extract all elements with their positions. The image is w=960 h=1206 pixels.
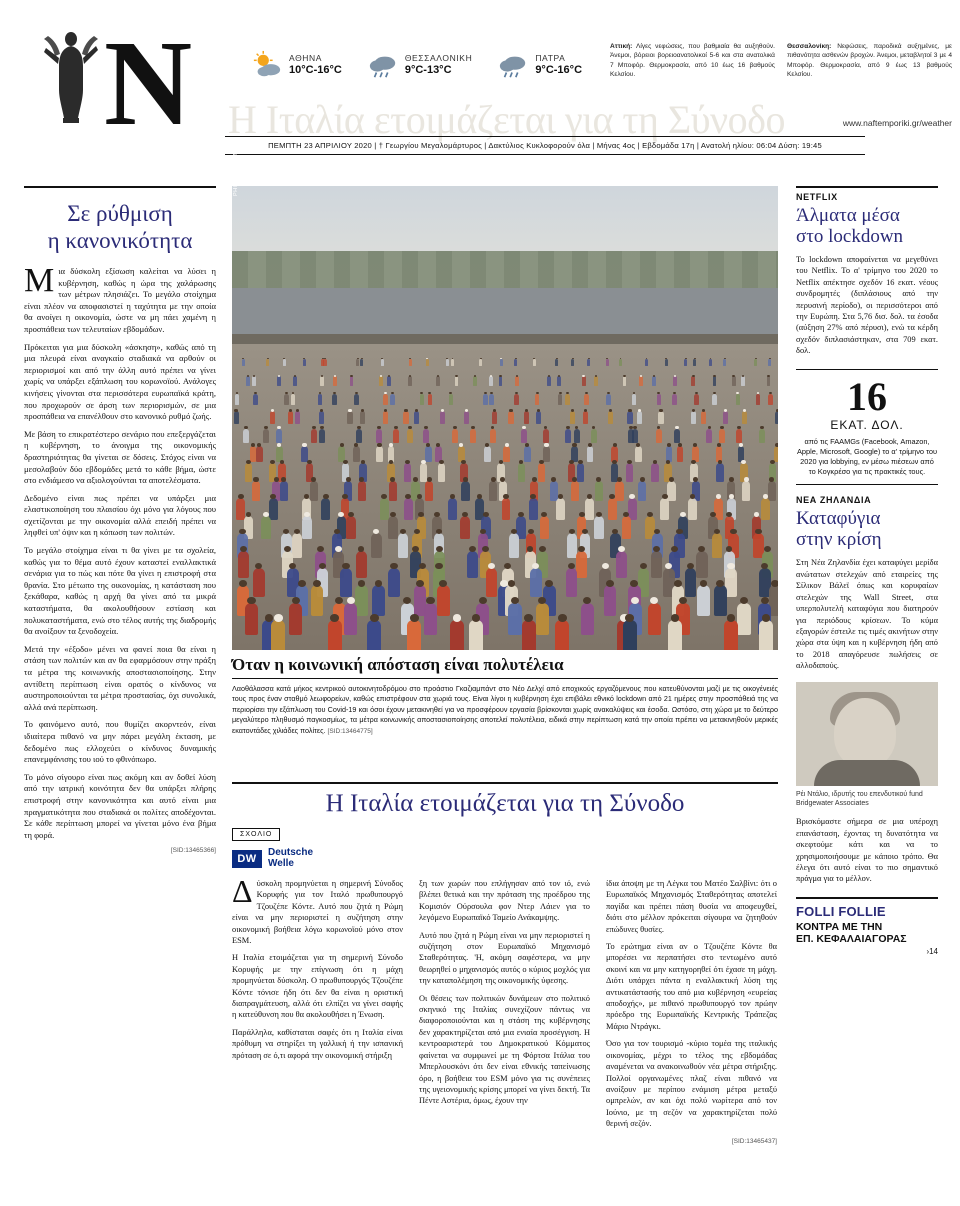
lead-paragraph: Μια δύσκολη εξίσωση καλείται να λύσει η κυβέρνηση, καθώς η ώρα της χαλάρωσης των μέτρων πλησιάζει. Το μεγάλο στοίχημα είναι πλέον να αποφασιστεί η ταχύτητα με την οποία θα ανοίγει η οικονομία, ώστε να μη πάει χαμένη η προσπάθεια των τελευταίων εβδομάδων. xyxy=(24,262,216,334)
nz-title[interactable] xyxy=(796,508,938,550)
lead-title-line1: Σε ρύθμιση xyxy=(67,201,173,226)
italy-paragraph: Αυτό που ζητά η Ρώμη είναι να μην περιοριστεί η συζήτηση στον Ευρωπαϊκό Μηχανισμό Σταθερότητας. 'Η, ακόμη σαφέστερα, να μην θεωρηθεί ο μηχανισμός αυτός ο κύριος μοχλός για την καταπολέμηση της οικονομικής ύφεσης. xyxy=(419,930,590,986)
photo-treeline xyxy=(232,251,778,293)
italy-column-3 xyxy=(606,878,777,1178)
dw-name-line1: Deutsche xyxy=(268,847,314,858)
weather-note-region: Θεσσαλονίκη: xyxy=(787,43,832,50)
italy-article-columns xyxy=(232,873,778,1178)
weather-temp: 10°C-16°C xyxy=(289,63,342,76)
photo-caption-title: Όταν η κοινωνική απόσταση είναι πολυτέλεια xyxy=(232,655,564,674)
lead-title xyxy=(24,200,216,254)
sun-cloud-icon xyxy=(252,50,282,80)
masthead xyxy=(0,0,960,172)
netflix-title-line2: στο lockdown xyxy=(796,226,904,247)
lead-paragraph: Δεδομένο είναι πως πρέπει να υπάρξει μια ελαστικοποίηση του πλαισίου όχι μόνο για λόγους που σχετίζονται με την οικονομία αλλά επειδή πρέπει να ληφθεί υπ' όψιν και η κόπωση των πολιτών. xyxy=(24,492,216,538)
italy-column-1 xyxy=(232,873,403,1178)
italy-article-title[interactable]: Η Ιταλία ετοιμάζεται για τη Σύνοδο xyxy=(325,790,685,817)
logo-letter: N xyxy=(104,16,193,151)
italy-paragraph: ίδια άποψη με τη Λέγκα του Ματέο Σαλβίνι: ότι ο Ευρωπαϊκός Μηχανισμός Σταθερότητας αποτελεί παγίδα και πρέπει πάση θυσία να αποφευχθεί, διότι στο μέλλον πρόκειται σίγουρα να ζητηθούν επώδυνες θυσίες. xyxy=(606,879,777,934)
weather-note-thessaloniki xyxy=(787,42,952,79)
netflix-title-line1: Άλματα μέσα xyxy=(796,205,900,226)
nz-title-line2: στην κρίση xyxy=(796,529,882,551)
closing-paragraph: Βρισκόμαστε σήμερα σε μια υπέροχη επανάσταση, έχοντας τη δυνατότητα να σκεφτούμε κάτι και να το χρησιμοποιήσουμε με κάποιο τρόπο. Θα έλεγα ότι αυτό είναι το πιο σημαντικό πράγμα για το μέλλον. xyxy=(796,817,938,884)
lead-sid: [SID:13465366] xyxy=(170,847,216,855)
weather-city: ΘΕΣΣΑΛΟΝΙΚΗ xyxy=(404,53,473,64)
weather-item-athens[interactable] xyxy=(252,50,342,80)
portrait-caption: Ρέι Ντάλιο, ιδρυτής του επενδυτικού fund Bridgewater Associates xyxy=(796,790,923,807)
italy-paragraph: Η Ιταλία ετοιμάζεται για τη σημερινή Σύνοδο Κορυφής με την επίγνωση ότι η μάχη προμηνύεται δύσκολη. Ο πρωθυπουργός Τζουζέπε Κόντε τόνισε ήδη ότι δεν θα είναι η οριστική διαπραγμάτευση, αλλά ότι ελπίζει να γίνει σαφής η κατεύθυνση που θα ακολουθήσει η Ένωση. xyxy=(232,953,403,1020)
netflix-title[interactable] xyxy=(796,205,938,247)
lead-paragraph: Πρόκειται για μια δύσκολη «άσκηση», καθώς από τη μια πλευρά είναι αναγκαίο σταδιακά να αρθούν οι περιορισμοί και από την άλλη αυτό πρέπει να γίνει χωρίς να υπάρξει εξάπλωση του κορωνοϊού. Ανάλογες κινήσεις γίνονται στα περισσότερα ευρωπαϊκά κράτη, που προχωρούν σε άρση των περιορισμών, σε μια προσπάθεια να επανέλθουν στο κανονικό ρυθμό ζωής. xyxy=(24,341,216,422)
watermark-title: Η Ιταλία ετοιμάζεται για τη Σύνοδο xyxy=(228,97,785,142)
italy-sid: [SID:13465437] xyxy=(731,1137,777,1145)
weather-temp: 9°C-13°C xyxy=(404,63,452,76)
bignum-value: 16 xyxy=(847,373,887,419)
caption-sid: [SID:13464775] xyxy=(327,727,373,735)
caption-text: Λαοθάλασσα κατά μήκος κεντρικού αυτοκινητοδρόμου στο προάστιο Γκαζιαμπάντ στο Νέο Δελχί από εποχικούς εργαζόμενους που κατευθύνονται μαζί με τις οικογένειές τους προς έναν σταθμό λεωφορείων, καθώς επιστρέφουν στα χωριά τους. Είναι λίγοι η κυβέρνηση έχει επιβάλει εθνικό lockdown από 21 ημέρες στην προσπάθειά της να περιορίσει την εξάπλωση του Covid-19 και όσοι έχουν μετακινηθεί για να προσφέρουν εργασία βρίσκονται χωρίς ανακαλύψεις και έσοδα. Ωστόσο, στη χώρα με το δεύτερο μεγαλύτερο πληθυσμό παγκοσμίως, τα μέτρα κοινωνικής αποστασιοποίησης αποτελεί πολυτέλεια, ειδικά στην περίπτωση κατά την οποία πρέπει να μετακινηθούν μερικές εκατοντάδες χιλιάδες πολίτες. xyxy=(232,684,778,735)
closing-quote xyxy=(796,816,938,884)
netflix-body xyxy=(796,254,938,357)
nz-body xyxy=(796,557,938,671)
source-dw xyxy=(232,848,313,869)
rain-cloud-icon xyxy=(368,50,398,80)
weather-note-text: Νεφώσεις, παροδικά αυξημένες, με πιθανότητα ασθενών βροχών. Άνεμοι, μεταβλητοί 3 με 4 Μποφόρ. Θερμοκρασία, από 9 έως 13 βαθμούς Κελσίου. xyxy=(787,43,952,79)
folli-page-ref[interactable]: ›14 xyxy=(926,946,938,956)
dw-name xyxy=(268,848,313,869)
newzealand-block xyxy=(796,495,938,671)
weather-note-text: Λίγες νεφώσεις, που βαθμιαία θα αυξηθούν. Άνεμοι, βόρειοι βορειοανατολικοί 5-6 και στα ανατολικά 7 Μποφόρ. Θερμοκρασία, από 10 έως 16 βαθμούς Κελσίου. xyxy=(610,43,775,79)
nz-kicker: ΝΕΑ ΖΗΛΑΝΔΙΑ xyxy=(796,495,872,506)
right-rail xyxy=(796,186,938,956)
portrait-head xyxy=(834,698,896,768)
italy-paragraph: Δύσκολη προμηνύεται η σημερινή Σύνοδος Κορυφής για τον Ιταλό πρωθυπουργό Τζουζέπε Κόντε. Αυτό που ζητά η Ρώμη είναι να μην περιοριστεί η συζήτηση στην οικονομική βοήθεια λόγω κορωνοϊού μόνο στον ESM. xyxy=(232,873,403,946)
netflix-kicker: NETFLIX xyxy=(796,186,938,202)
lead-title-line2: η κανονικότητα xyxy=(47,228,193,253)
folli-subtitle-line2: ΕΠ. ΚΕΦΑΛΑΙΑΓΟΡΑΣ xyxy=(796,932,907,945)
portrait-body xyxy=(814,760,920,786)
nz-paragraph: Στη Νέα Ζηλανδία έχει καταφύγει μερίδα ανώτατων στελεχών από εταιρείες της Σίλικον Βάλεϊ όπως και κορυφαίων στελεχών της Wall Street, στα υπερπολυτελή καταφύγια που διατηρούν για περιόδους κρίσεων. Το κύμα εξαγορών έστειλε τις τιμές ακινήτων στην χώρα στα ύψη και η κυβέρνηση ήδη από το 2018 απαγόρευσε πωλήσεις σε αλλοδαπούς. xyxy=(796,558,938,671)
lead-paragraph: Το μόνο σίγουρο είναι πως ακόμη και αν δοθεί λύση από την ιατρική κοινότητα δεν θα υπάρξει πλήρης επιστροφή στην κανονικότητα και αυτό είναι μια πραγματικότητα που σταδιακά οι πολίτες αποδέχονται. Σε κάθε περίπτωση μπορεί να γίνεται μόνο ένα βήμα τη φορά. xyxy=(24,771,216,840)
weather-item-thessaloniki[interactable] xyxy=(368,50,472,80)
lead-article xyxy=(24,186,216,854)
weather-note-attica xyxy=(610,42,775,79)
photo-crowd xyxy=(232,353,778,650)
folli-brand: FOLLI FOLLIE xyxy=(796,903,886,919)
weather-item-patra[interactable] xyxy=(498,50,582,80)
rain-cloud-icon xyxy=(498,50,528,80)
italy-paragraph: ξη των χωρών που επλήγησαν από τον ιό, ενώ βλέπει θετικά και την πρόταση της προέδρου της Κομισιόν Ούρσουλα φον Ντερ Λάιεν για το λεγόμενο Ευρωπαϊκό Ταμείο Ανάκαμψης. xyxy=(419,879,590,923)
italy-paragraph: Όσο για τον τουρισμό -κύριο τομέα της ιταλικής οικονομίας, μέχρι το τέλος της εβδομάδας αναμένεται να ανακοινωθούν νέα μέτρα στήριξης. Πολλοί οργανωμένες πλαζ είναι πιθανό να ανοίξουν με περίπου ενάμιση μέτρα μεταξύ ομπρελών, αν και όχι πολύ νωρίτερα από τον Ιούνιο, με τη σεζόν να χαρακτηρίζεται πολύ θερινή σεζόν. xyxy=(606,1039,777,1129)
nz-title-line1: Καταφύγια xyxy=(796,508,881,530)
commentary-tag: ΣΧΟΛΙΟ xyxy=(232,828,280,841)
caption-divider xyxy=(232,678,778,679)
bignum-description: από τις FAAMGs (Facebook, Amazon, Apple, Microsoft, Google) το α' τρίμηνο του 2020 για lobbying, εν μέσω πιέσεων από το Κογκρέσο για τις πρακτικές τους. xyxy=(796,436,938,477)
lead-paragraph: Με βάση το επικρατέστερο σενάριο που επεξεργάζεται η κυβέρνηση, το άνοιγμα της οικονομικής δραστηριότητας θα γίνεται σε δόσεις. Στόχος είναι να μεσολαβούν δύο εβδομάδες μετά το κάθε βήμα, ώστε στο ενδιάμεσο να αξιολογούνται τα αποτελέσματα. xyxy=(24,428,216,486)
weather-city: ΑΘΗΝΑ xyxy=(289,53,323,64)
article-divider xyxy=(232,782,778,784)
weather-url[interactable]: www.naftemporiki.gr/weather xyxy=(842,118,952,128)
italy-column-2 xyxy=(419,878,590,1178)
lead-paragraph: Μετά την «έξοδο» μένει να φανεί ποια θα είναι η στάση των πολιτών και αν θα εφαρμόσουν στην πράξη τα μέτρα της κοινωνικής αποστασιοποίησης. Στην αντίθετη περίπτωση είναι ορατός ο κίνδυνος να αυστηροποιούνται τα μέτρα προστασίας, όχι συνολικά, αλλά ανά περίπτωση. xyxy=(24,643,216,712)
weather-note-region: Αττική: xyxy=(610,43,633,50)
portrait-photo xyxy=(796,682,938,786)
dw-name-line2: Welle xyxy=(268,857,294,869)
dateline: ΠΕΜΠΤΗ 23 ΑΠΡΙΛΙΟΥ 2020 | † Γεωργίου Μεγαλομάρτυρος | Δακτύλιος Κυκλοφορούν όλα | Μήνας 4ος | Εβδομάδα 17η | Ανατολή ηλίου: 06:04 Δύση: 19:45 xyxy=(225,136,865,155)
weather-notes xyxy=(610,42,955,79)
bignum-divider xyxy=(796,484,938,485)
weather-temp: 9°C-16°C xyxy=(535,63,583,76)
bignum-block xyxy=(796,369,938,486)
photo-road xyxy=(232,288,778,334)
italy-paragraph: Οι θέσεις των πολιτικών δυνάμεων στο πολιτικό σκηνικό της Ιταλίας συνεχίζουν πάντως να διαφοροποιούνται και η στάση της κυβέρνησης δεν χαρακτηρίζεται από μια ενιαία προσέγγιση. Η κεντροαριστερά του Δημοκρατικού Κόμματος φαίνεται να συμφωνεί με τη Φόρτσα Ιτάλια του Μπερλουσκόνι ότι δεν είναι εθνικής ταπείνωσης όρο, η βοήθεια του ESM μόνο για τις συνέπειες της υγειονομικής κρίσης μπορεί να γίνει δεκτή. Τα Πέντε Αστέρια, όμως, έχουν την xyxy=(419,993,590,1106)
statue-icon xyxy=(40,28,102,124)
lead-paragraph: Το φαινόμενο αυτό, που θυμίζει ακορντεόν, είναι ιδιαίτερα πιθανό να μην πάρει μεγάλη έκταση, με δεδομένο πως ελλοχεύει ο κίνδυνος δυναμικής επανεμφάνισης του ιού το φθινόπωρο. xyxy=(24,719,216,765)
photo-caption-body xyxy=(232,684,778,737)
folli-subtitle xyxy=(796,921,938,945)
netflix-block xyxy=(796,186,938,357)
folli-promo[interactable] xyxy=(796,897,938,956)
lead-paragraph: Το μεγάλο στοίχημα είναι τι θα γίνει με τα σχολεία, καθώς για το θέμα αυτό έχουν καταστεί εναλλακτικά σενάρια για το πώς και πότε θα γίνει η επιστροφή στα θρανία. Στο μέτωπο της οικονομίας, η κατάσταση που ξεκάθαρα, καθώς η αρχή θα γίνει από τα μικρά καταστήματα, θα ακολουθήσουν εστίαση και πολυκαταστήματα, ενώ στο τέλος αυτής της διαδρομής θα ανοίξουν τα ξενοδοχεία. xyxy=(24,545,216,637)
newspaper-logo[interactable] xyxy=(22,14,212,164)
bignum-unit: ΕΚΑΤ. ΔΟΛ. xyxy=(830,417,904,432)
lead-body xyxy=(24,262,216,841)
folli-subtitle-line1: ΚΟΝΤΡΑ ΜΕ ΤΗΝ xyxy=(796,920,883,933)
dw-logo-icon: DW xyxy=(232,850,262,868)
main-photo xyxy=(232,186,778,650)
italy-paragraph: Παράλληλα, καθίσταται σαφές ότι η Ιταλία είναι πρόθυμη να στηρίξει τη γαλλική ή την ισπανική πρόταση σε ό,τι αφορά την οικονομική στήριξη xyxy=(232,1027,403,1060)
italy-paragraph: Το ερώτημα είναι αν ο Τζουζέπε Κόντε θα μπορέσει να περπατήσει στο τεντωμένο αυτό σκοινί και να μην κατηγορηθεί ότι έχασε τη μάχη. Διότι υπάρχει πάντα η εναλλακτική λύση της αντικατάστασής του από μια κυβέρνηση «ευρείας αποδοχής», με πιθανό πρωθυπουργό τον πρώην πρόεδρο της Ευρωπαϊκής Κεντρικής Τράπεζας Μάριο Ντράγκι. xyxy=(606,942,777,1031)
netflix-paragraph: Το lockdown αποφαίνεται να μεγεθύνει του Netflix. Το α' τρίμηνο του 2020 το Netflix απέκτησε σχεδόν 16 εκατ. νέους συνδρομητές (διπλάσιους από την περυσινή περίοδο), οι περισσότεροι από την Ευρώπη. Στα 5,76 δισ. δολ. τα έσοδα (αύξηση 27% από πέρυσι), ενώ τα κέρδη σχεδόν διπλασιάστηκαν, στα 709 εκατ. δολ. xyxy=(796,255,938,356)
photo-credit: PHOTO: ΑΠΕ-ΜΠΕ xyxy=(233,141,239,196)
weather-city: ΠΑΤΡΑ xyxy=(535,53,566,64)
